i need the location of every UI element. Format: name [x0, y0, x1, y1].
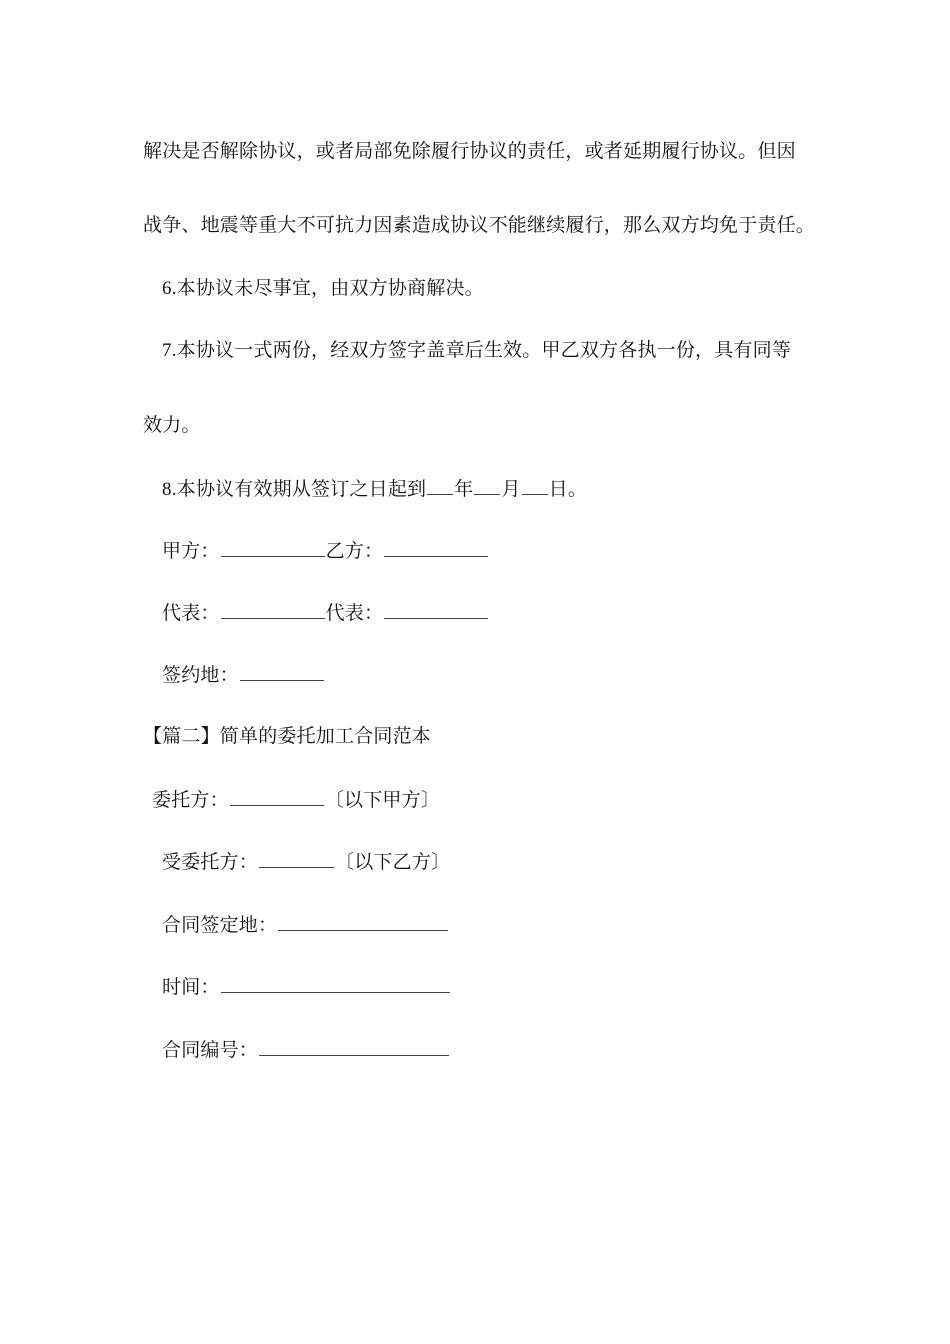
signing-place-row — [162, 662, 325, 687]
contract-sign-place-row — [162, 912, 449, 937]
contractor-blank — [259, 849, 334, 868]
contract-number-label: 合同编号： — [162, 1039, 259, 1061]
clause-7 — [162, 338, 791, 363]
party-b-label: 乙方： — [325, 540, 384, 562]
month-blank — [474, 476, 500, 495]
year-label: 年 — [454, 478, 474, 500]
representative-a-blank — [221, 600, 325, 619]
representative-row — [162, 600, 489, 625]
day-blank — [522, 476, 548, 495]
contract-sign-place-blank — [278, 912, 448, 931]
party-a-blank — [221, 538, 325, 557]
representative-a-label: 代表： — [162, 602, 220, 624]
clause-7-text: 本协议一式两份，经双方签字盖章后生效。甲乙双方各执一份，具有同等 — [176, 339, 792, 361]
signing-place-label: 签约地： — [162, 664, 239, 686]
contractor-row — [162, 849, 450, 874]
representative-b-blank — [384, 600, 488, 619]
time-row — [162, 974, 451, 999]
time-label: 时间： — [162, 976, 220, 998]
contract-number-row — [162, 1037, 450, 1062]
section-title: 【篇二】简单的委托加工合同范本 — [143, 725, 432, 747]
client-label: 委托方： — [152, 789, 229, 811]
party-a-label: 甲方： — [162, 540, 220, 562]
year-blank — [427, 476, 453, 495]
clause-6-number: 6. — [162, 278, 177, 299]
paragraph-5-continued-line-2: 战争、地震等重大不可抗力因素造成协议不能继续履行，那么双方均免于责任。 — [143, 214, 816, 236]
client-row — [152, 787, 440, 812]
contract-number-blank — [259, 1037, 449, 1056]
representative-b-label: 代表： — [325, 602, 384, 624]
clause-8-text: 本协议有效期从签订之日起到 — [176, 478, 427, 500]
client-note: 〔以下甲方〕 — [324, 789, 441, 811]
client-blank — [230, 787, 324, 806]
party-b-blank — [384, 538, 488, 557]
day-label: 日。 — [548, 478, 588, 500]
clause-6-text: 本协议未尽事宜，由双方协商解决。 — [176, 277, 484, 299]
contractor-note: 〔以下乙方〕 — [335, 851, 451, 873]
time-blank — [221, 974, 450, 993]
clause-6 — [162, 276, 484, 301]
contractor-label: 受委托方： — [162, 851, 259, 873]
clause-7-number: 7. — [162, 340, 177, 361]
month-label: 月 — [501, 478, 521, 500]
paragraph-5-continued-line-1: 解决是否解除协议，或者局部免除履行协议的责任，或者延期履行协议。但因 — [143, 140, 796, 162]
clause-7-continued: 效力。 — [143, 414, 201, 436]
clause-8-number: 8. — [162, 479, 177, 500]
contract-sign-place-label: 合同签定地： — [162, 914, 278, 936]
signing-place-blank — [240, 662, 324, 681]
party-signature-row — [162, 538, 489, 563]
clause-8 — [162, 476, 587, 502]
